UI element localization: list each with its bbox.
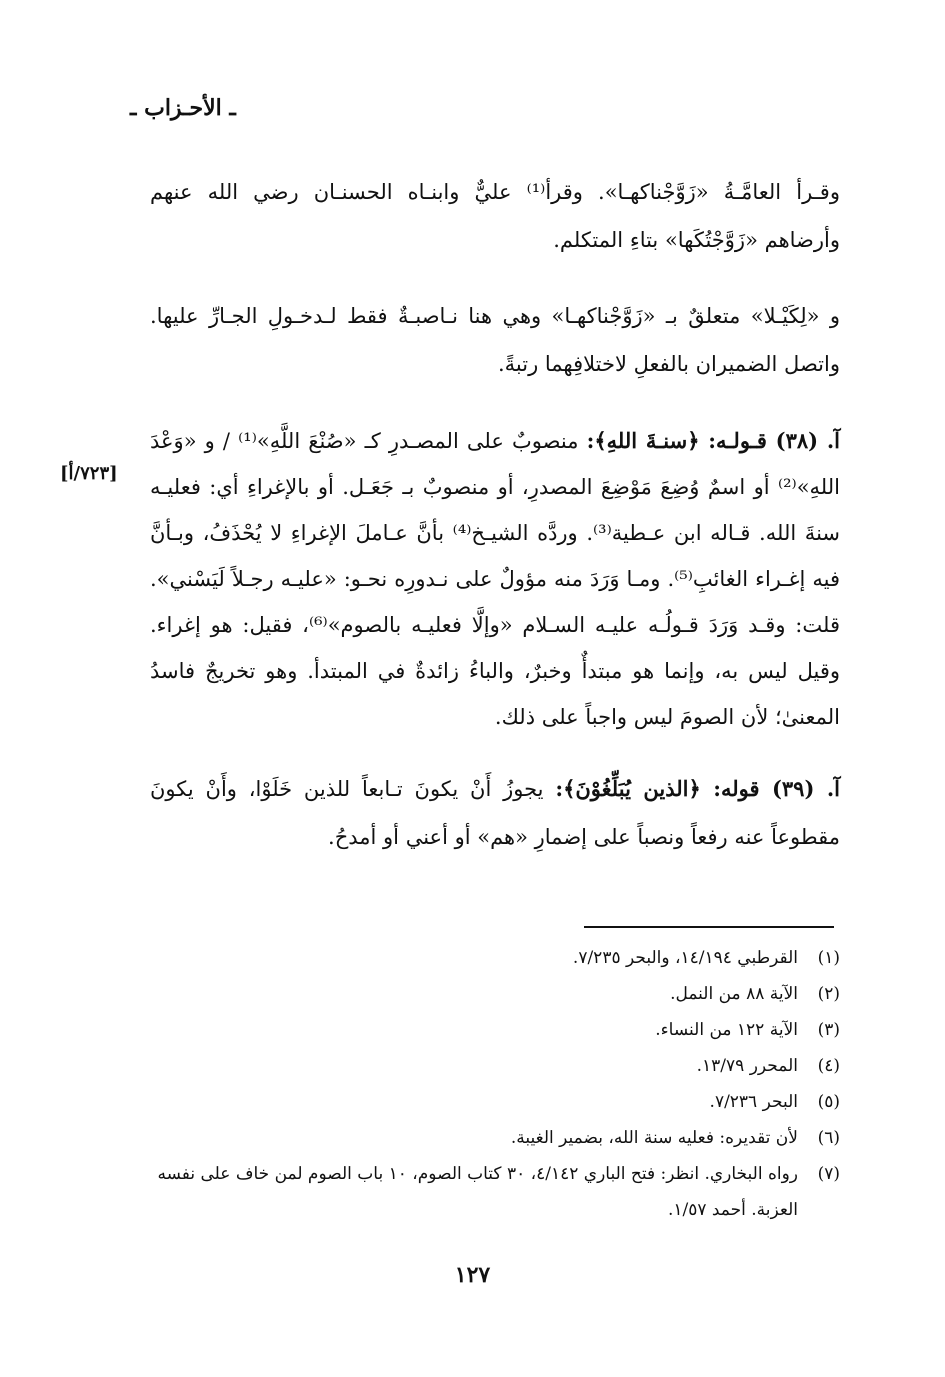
paragraph-likayla: و «لِكَيْـلا» متعلقٌ بـ «زَوَّجْناكهـا» وهي هنا نـاصبـةٌ فقط لـدخـولِ الجـارِّ عليها. واتصل الضميران بالفعلِ لاختلافِهما رتبةً. (150, 304, 840, 376)
paragraph-reading: وقـرأ العامَّـةُ «زَوَّجْناكهـا». وقرأ⁽¹⁾ عليٌّ وابنـاه الحسنـان رضي الله عنهم وأرضاهم «زَوَّجْتُكَها» بتاءِ المتكلم. (150, 180, 840, 252)
footnote-number: (٤) (817, 1056, 840, 1076)
footnote-text: البحر ٧/٢٣٦. (709, 1092, 798, 1112)
footnotes-list (150, 940, 840, 1228)
footnote-number: (٧) (817, 1164, 840, 1184)
footnote-number: (٢) (817, 984, 840, 1004)
verse-38-commentary: منصوبٌ على المصـدرِ كـ «صُنْعَ اللَّهِ»⁽¹⁾ / و «وَعْدَ اللهِ»⁽²⁾ أو اسمٌ وُضِعَ مَوْضِعَ المصدرِ، أو منصوبٌ بـ جَعَـل. أو بالإغراءِ أي: فعليـه سنةَ الله. قـاله ابن عـطية⁽³⁾. وردَّه الشيـخ⁽⁴⁾ بأنَّ عـاملَ الإغراءِ لا يُحْذَفُ، وبـأنَّ فيه إغـراء الغائبِ⁽⁵⁾. ومـا وَرَدَ منه مؤولٌ على نـدورِه نحـو: «عليـه رجـلاً لَيَسْني». قلت: وقـد وَرَدَ قـولُـه عليـه السـلام «وإلَّا فعليـه بالصوم»⁽⁶⁾، فقيل: هو إغراء. وقيل ليس به، وإنما هو مبتدأٌ وخبرٌ، والباءُ زائدةٌ في المبتدأ. وهو تخريجٌ فاسدُ المعنىٰ؛ لأن الصومَ ليس واجباً على ذلك. (150, 429, 840, 729)
footnote-item (150, 1084, 840, 1120)
verse-39-heading: آ. (٣٩) قوله: ﴿الذين يُبَلِّغُوْنَ﴾: (555, 776, 840, 801)
footnote-item (150, 1156, 840, 1228)
verse-38-heading: آ. (٣٨) قـولـه: ﴿سنـةَ اللهِ﴾: (586, 428, 840, 453)
running-header: ـ الأحـزاب ـ (130, 95, 236, 121)
footnote-divider (584, 926, 834, 928)
footnote-item (150, 1120, 840, 1156)
footnote-item (150, 1048, 840, 1084)
footnote-item (150, 1012, 840, 1048)
footnote-number: (١) (817, 948, 840, 968)
footnote-item (150, 976, 840, 1012)
footnote-number: (٦) (817, 1128, 840, 1148)
footnote-number: (٣) (817, 1020, 840, 1040)
verse-39-commentary: يجوزُ أَنْ يكونَ تـابعاً للذين خَلَوْا، وأَنْ يكونَ مقطوعاً عنه رفعاً ونصباً على إضمارِ «هم» أو أعني أو أمدحُ. (150, 777, 840, 849)
footnote-text: لأن تقديره: فعليه سنة الله، بضمير الغيبة. (510, 1128, 798, 1148)
page-number: ١٢٧ (454, 1262, 491, 1288)
footnote-number: (٥) (817, 1092, 840, 1112)
marginal-manuscript-ref: [٧٢٣/أ] (60, 463, 118, 484)
paragraph-verse-38 (150, 418, 840, 740)
footnote-text: رواه البخاري. انظر: فتح الباري ٤/١٤٢، ٣٠ كتاب الصوم، ١٠ باب الصوم لمن خاف على نفسه العزبة. أحمد ١/٥٧. (157, 1164, 798, 1220)
footnote-text: القرطبي ١٤/١٩٤، والبحر ٧/٢٣٥. (572, 948, 798, 968)
footnote-text: الآية ١٢٢ من النساء. (655, 1020, 798, 1040)
footnote-text: المحرر ١٣/٧٩. (696, 1056, 798, 1076)
footnote-text: الآية ٨٨ من النمل. (670, 984, 798, 1004)
footnote-item (150, 940, 840, 976)
paragraph-verse-39 (150, 765, 840, 861)
